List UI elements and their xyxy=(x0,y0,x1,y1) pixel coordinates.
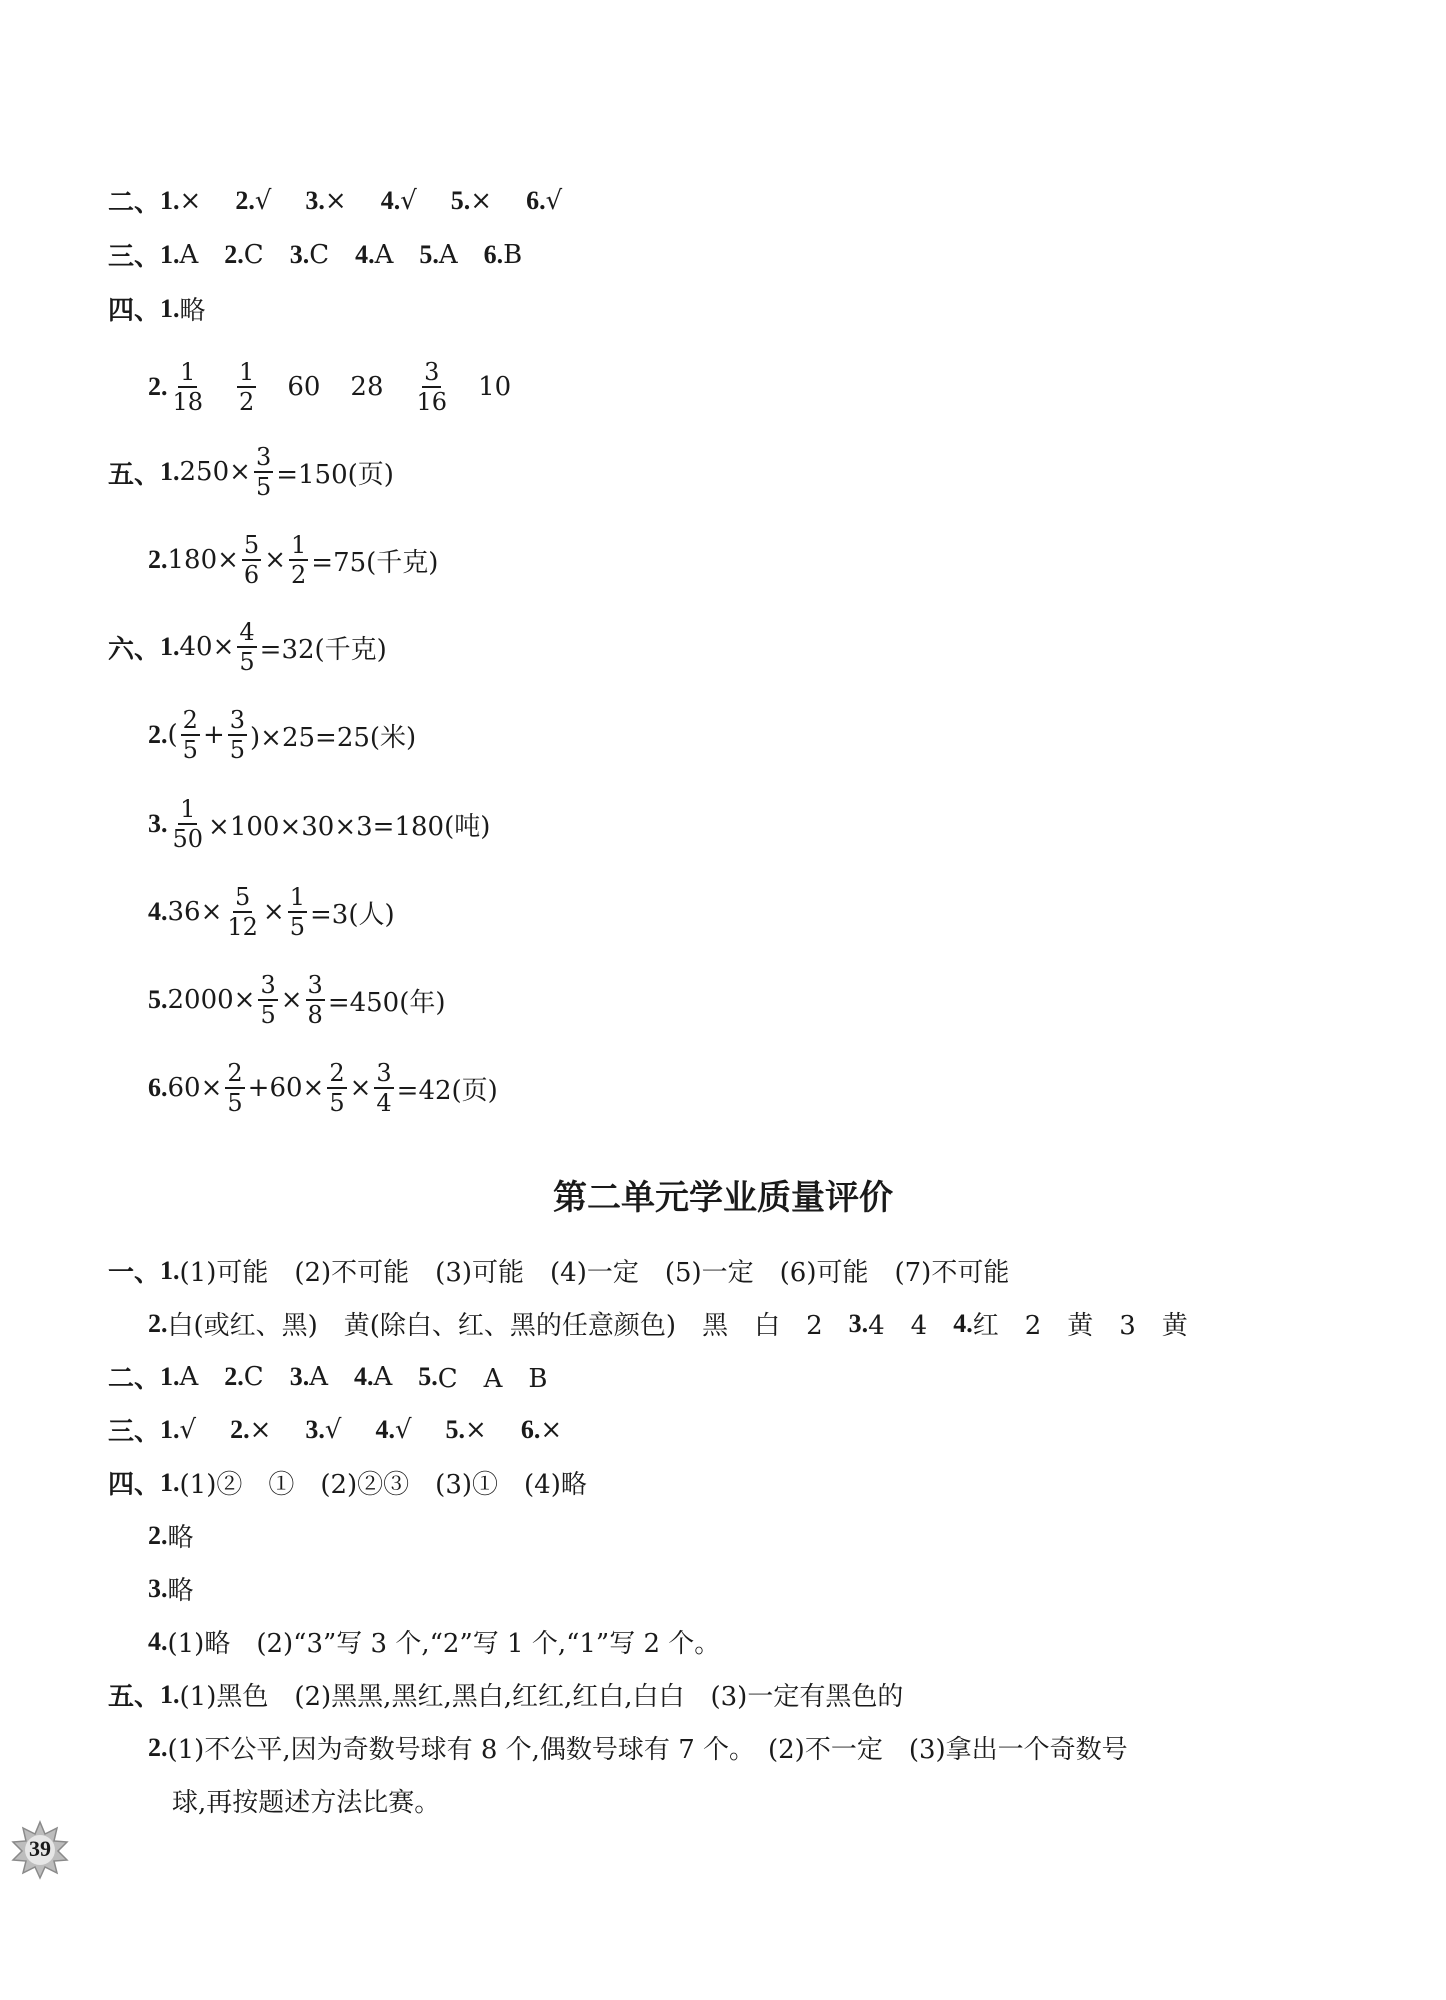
numerator: 3 xyxy=(307,971,323,999)
page-number-badge xyxy=(10,1820,70,1880)
item-num: 5. xyxy=(445,1414,466,1444)
item-num: 4. xyxy=(953,1308,973,1338)
fraction xyxy=(228,708,247,762)
answer-row-4-2 xyxy=(148,360,511,414)
denominator: 5 xyxy=(239,648,255,676)
item-num: 4. xyxy=(355,239,375,269)
expr: × xyxy=(262,897,285,927)
section-label: 一、 xyxy=(108,1258,161,1287)
denominator: 5 xyxy=(255,473,272,501)
fraction xyxy=(225,1061,244,1115)
numerator: 5 xyxy=(235,883,251,911)
section-label: 三、 xyxy=(108,1417,161,1446)
denominator: 5 xyxy=(329,1089,345,1117)
answer-row-5-1 xyxy=(108,445,394,499)
item-num: 2. xyxy=(235,185,255,215)
denominator: 8 xyxy=(307,1001,323,1029)
expr: =42(页) xyxy=(396,1075,498,1106)
denominator: 4 xyxy=(376,1089,392,1117)
item-num: 5. xyxy=(419,239,439,269)
fraction xyxy=(415,360,450,414)
expr: =450(年) xyxy=(327,987,446,1018)
expr: =75(千克) xyxy=(311,547,439,578)
item-ans: √ xyxy=(179,1414,197,1445)
expr: × xyxy=(264,545,286,575)
item-ans: 4 4 xyxy=(868,1311,954,1341)
value: 28 xyxy=(350,372,384,402)
unit2-row-4-4 xyxy=(148,1623,720,1660)
numerator: 3 xyxy=(376,1059,392,1087)
fraction xyxy=(254,445,273,499)
unit2-row-1-1 xyxy=(108,1252,1009,1289)
item-ans: × xyxy=(324,185,347,216)
item-ans: (1)黑色 (2)黑黑,黑红,黑白,红红,红白,白白 (3)一定有黑色的 xyxy=(179,1682,904,1712)
fraction xyxy=(242,533,261,587)
item-num: 3. xyxy=(148,809,168,838)
unit2-row-3 xyxy=(108,1411,562,1448)
item-ans: C xyxy=(243,1361,264,1392)
numerator: 5 xyxy=(243,531,260,559)
expr: ×100×30×3=180(吨) xyxy=(208,811,491,842)
value: 60 xyxy=(287,372,321,402)
item-num: 4. xyxy=(148,897,168,926)
item-num: 3. xyxy=(289,1361,310,1391)
section-label: 四、 xyxy=(108,296,161,325)
item-ans: × xyxy=(179,185,202,216)
answer-row-6-6 xyxy=(148,1061,498,1115)
item-num: 6. xyxy=(520,1414,541,1444)
item-ans: 白(或红、黑) 黄(除白、红、黑的任意颜色) 黑 白 2 xyxy=(167,1311,849,1341)
item-ans: 略 xyxy=(167,1523,194,1553)
item-ans: 球,再按题述方法比赛。 xyxy=(172,1788,441,1818)
item-ans: C xyxy=(243,239,264,270)
answer-row-5-2 xyxy=(148,533,438,587)
item-num: 1. xyxy=(160,1467,180,1497)
numerator: 1 xyxy=(180,795,196,823)
section-label: 三、 xyxy=(108,242,161,271)
fraction xyxy=(288,885,307,939)
unit2-row-4-3 xyxy=(148,1570,194,1607)
item-num: 4. xyxy=(353,1361,374,1391)
numerator: 2 xyxy=(329,1059,345,1087)
numerator: 1 xyxy=(239,358,255,386)
answer-row-3 xyxy=(108,236,522,273)
value: 10 xyxy=(478,372,512,402)
expr: × xyxy=(349,1073,372,1103)
expr: 40× xyxy=(179,632,235,662)
item-num: 2. xyxy=(148,720,168,749)
item-ans: (1)② ① (2)②③ (3)① (4)略 xyxy=(179,1470,587,1500)
numerator: 1 xyxy=(289,883,305,911)
item-num: 3. xyxy=(148,1573,168,1603)
unit2-row-5-2-cont xyxy=(172,1782,440,1819)
item-ans: √ xyxy=(254,185,272,216)
item-ans: A xyxy=(309,1361,328,1392)
item-ans: A xyxy=(438,239,458,270)
numerator: 3 xyxy=(424,358,440,386)
item-ans: √ xyxy=(324,1414,342,1445)
fraction xyxy=(237,360,256,414)
expr: 180× xyxy=(167,545,239,575)
expr: 2000× xyxy=(167,985,256,1015)
item-ans: (1)略 (2)“3”写 3 个,“2”写 1 个,“1”写 2 个。 xyxy=(167,1629,721,1659)
item-num: 4. xyxy=(380,185,401,215)
denominator: 5 xyxy=(182,736,198,764)
expr: 250× xyxy=(179,457,251,487)
section-label: 二、 xyxy=(108,188,161,217)
unit2-row-1-2 xyxy=(148,1305,1188,1342)
numerator: 2 xyxy=(182,706,198,734)
numerator: 3 xyxy=(229,706,246,734)
item-num: 1. xyxy=(160,239,180,269)
item-ans: 略 xyxy=(167,1576,194,1606)
item-num: 2. xyxy=(230,1414,250,1444)
item-num: 4. xyxy=(375,1414,395,1444)
numerator: 1 xyxy=(180,358,196,386)
unit2-row-5-2 xyxy=(148,1729,1128,1766)
fraction xyxy=(374,1061,393,1115)
item-ans: (1)不公平,因为奇数号球有 8 个,偶数号球有 7 个。 (2)不一定 (3)拿出一个奇数号 xyxy=(167,1735,1128,1765)
section-label: 五、 xyxy=(108,459,161,489)
denominator: 5 xyxy=(289,913,305,941)
section-title: 第二单元学业质量评价 xyxy=(553,1178,893,1218)
item-num: 3. xyxy=(848,1308,869,1338)
numerator: 1 xyxy=(291,531,307,559)
item-num: 2. xyxy=(224,1361,244,1391)
item-ans: √ xyxy=(400,185,417,216)
item-ans: 红 2 黄 3 黄 xyxy=(972,1311,1188,1341)
item-num: 2. xyxy=(148,1520,168,1550)
item-num: 6. xyxy=(526,185,546,215)
section-label: 四、 xyxy=(108,1470,161,1499)
numerator: 3 xyxy=(255,443,272,471)
answer-row-2 xyxy=(108,182,562,219)
expr: )×25=25(米) xyxy=(250,722,417,753)
item-ans: A xyxy=(374,239,394,270)
fraction xyxy=(237,620,256,674)
section-label: 五、 xyxy=(108,1682,161,1711)
page-number: 39 xyxy=(29,1836,51,1861)
unit2-row-5-1 xyxy=(108,1676,903,1713)
item-ans: A xyxy=(179,1361,199,1392)
item-num: 1. xyxy=(160,632,180,661)
item-num: 5. xyxy=(148,985,168,1014)
denominator: 5 xyxy=(227,1089,243,1117)
item-num: 2. xyxy=(148,1732,168,1762)
item-num: 1. xyxy=(160,1361,180,1391)
expr: 60× xyxy=(167,1073,223,1103)
item-num: 6. xyxy=(483,239,504,269)
unit2-row-4-2 xyxy=(148,1517,194,1554)
expr: +60× xyxy=(247,1073,325,1103)
item-ans: B xyxy=(503,239,523,270)
expr: =3(人) xyxy=(310,899,395,930)
fraction xyxy=(327,1061,346,1115)
item-num: 2. xyxy=(148,372,168,401)
item-ans: × xyxy=(470,185,493,216)
fraction xyxy=(171,797,206,851)
answer-row-4-1 xyxy=(108,290,206,327)
expr: ( xyxy=(167,720,178,750)
item-num: 5. xyxy=(450,185,471,215)
item-num: 1. xyxy=(160,1255,180,1285)
item-num: 2. xyxy=(148,545,168,574)
denominator: 5 xyxy=(260,1001,276,1029)
denominator: 12 xyxy=(227,913,258,941)
item-ans: 略 xyxy=(179,296,206,326)
item-ans: A xyxy=(179,239,199,270)
item-num: 6. xyxy=(148,1073,168,1102)
fraction xyxy=(306,973,325,1027)
denominator: 6 xyxy=(243,561,260,589)
expr: + xyxy=(202,720,225,750)
expr: 36× xyxy=(167,897,223,927)
item-ans: C xyxy=(309,239,330,270)
item-num: 1. xyxy=(160,293,180,323)
item-ans: C A B xyxy=(437,1364,548,1394)
item-num: 3. xyxy=(305,185,325,215)
fraction xyxy=(171,360,206,414)
answer-row-6-1 xyxy=(108,620,387,674)
item-num: 1. xyxy=(160,185,180,215)
fraction xyxy=(225,885,260,939)
denominator: 2 xyxy=(291,561,307,589)
item-num: 5. xyxy=(418,1361,438,1391)
item-ans: √ xyxy=(394,1414,412,1445)
numerator: 2 xyxy=(227,1059,243,1087)
section-label: 六、 xyxy=(108,634,161,664)
item-num: 1. xyxy=(160,1414,180,1444)
item-ans: × xyxy=(249,1414,272,1445)
fraction xyxy=(181,708,200,762)
denominator: 16 xyxy=(416,388,448,416)
expr: =150(页) xyxy=(276,459,394,490)
item-ans: (1)可能 (2)不可能 (3)可能 (4)一定 (5)一定 (6)可能 (7)不可能 xyxy=(179,1258,1010,1288)
item-num: 1. xyxy=(160,457,180,486)
denominator: 18 xyxy=(172,388,204,416)
fraction xyxy=(258,973,277,1027)
numerator: 3 xyxy=(260,971,276,999)
answer-row-6-5 xyxy=(148,973,446,1027)
expr: =32(千克) xyxy=(259,634,387,665)
fraction xyxy=(289,533,308,587)
expr: × xyxy=(280,985,303,1015)
item-ans: × xyxy=(540,1414,563,1445)
denominator: 2 xyxy=(239,388,255,416)
item-ans: A xyxy=(373,1361,393,1392)
item-num: 1. xyxy=(160,1679,180,1709)
numerator: 4 xyxy=(239,618,255,646)
item-num: 3. xyxy=(305,1414,325,1444)
denominator: 5 xyxy=(229,736,246,764)
item-num: 4. xyxy=(148,1626,168,1656)
section-label: 二、 xyxy=(108,1364,161,1393)
answer-row-6-3 xyxy=(148,797,490,851)
item-num: 3. xyxy=(289,239,310,269)
unit2-row-4-1 xyxy=(108,1464,587,1501)
item-num: 2. xyxy=(148,1308,168,1338)
item-num: 2. xyxy=(224,239,244,269)
item-ans: √ xyxy=(545,185,563,216)
denominator: 50 xyxy=(172,825,204,853)
answer-row-6-2 xyxy=(148,708,416,762)
item-ans: × xyxy=(465,1414,487,1445)
answer-row-6-4 xyxy=(148,885,395,939)
unit2-row-2 xyxy=(108,1358,548,1395)
